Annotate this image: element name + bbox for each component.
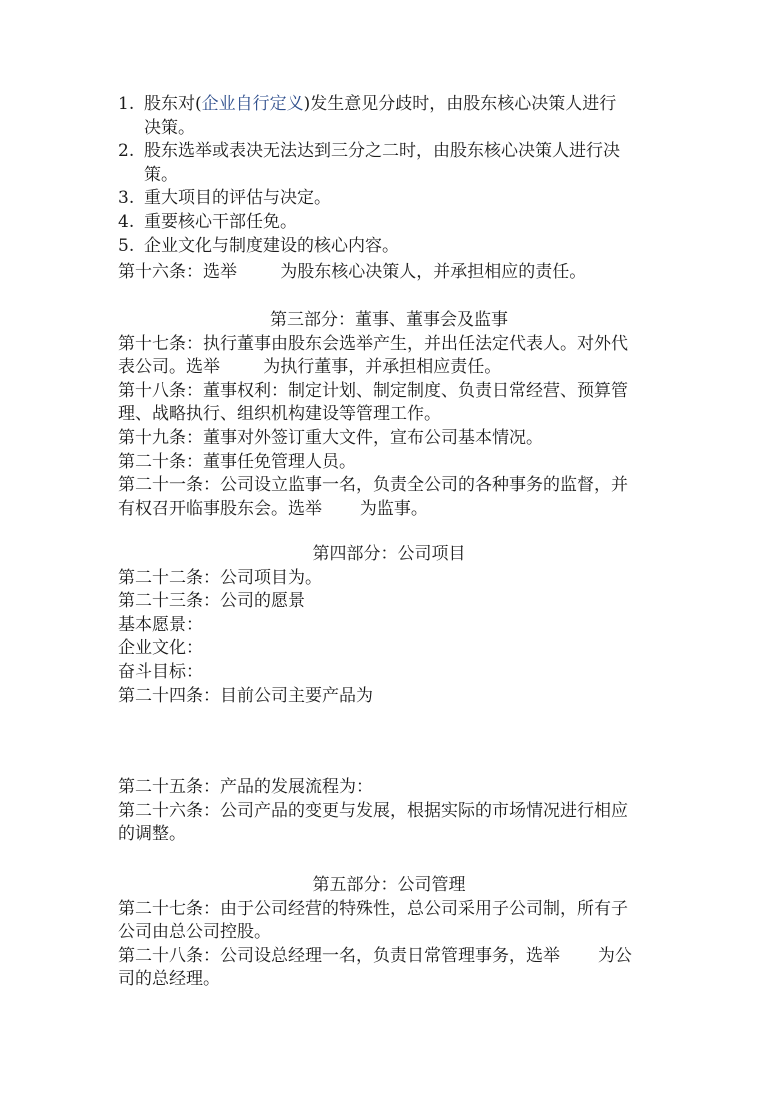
- list-item-line: 策。: [144, 164, 178, 185]
- paragraph-line: 第十七条：执行董事由股东会选举产生，并出任法定代表人。对外代: [118, 333, 628, 354]
- list-item: [118, 140, 660, 187]
- paragraph-line: 表公司。选举 为执行董事，并承担相应责任。: [118, 357, 502, 378]
- list-item-line: 股东对(企业自行定义)发生意见分歧时，由股东核心决策人进行: [144, 94, 617, 114]
- section-heading: 第五部分：公司管理: [312, 875, 466, 895]
- paragraph-line: 第十九条：董事对外签订重大文件，宣布公司基本情况。: [118, 427, 543, 448]
- section-heading: 第三部分：董事、董事会及监事: [270, 310, 508, 330]
- paragraph-line: 第二十六条：公司产品的变更与发展，根据实际的市场情况进行相应: [118, 800, 628, 821]
- paragraph-line: 司的总经理。: [118, 969, 220, 990]
- paragraph-line: 第二十条：董事任免管理人员。: [118, 451, 356, 472]
- paragraph-line: 第十六条：选举 为股东核心决策人，并承担相应的责任。: [118, 262, 587, 282]
- placeholder-text: 企业自行定义: [201, 94, 304, 114]
- section-part-4: [118, 543, 660, 708]
- list-item: [118, 187, 660, 211]
- list-item: [118, 235, 660, 259]
- paragraph-line: 第十八条：董事权利：制定计划、制定制度、负责日常经营、预算管: [118, 380, 628, 401]
- list-item-line: 重要核心干部任免。: [144, 211, 297, 232]
- list-number: 2.: [118, 141, 135, 162]
- list-item-line: 重大项目的评估与决定。: [144, 188, 331, 209]
- list-number: 5.: [118, 235, 135, 256]
- list-item: [118, 93, 660, 140]
- paragraph-line: 基本愿景：: [118, 614, 203, 635]
- paragraph-line: 第二十三条：公司的愿景: [118, 591, 305, 612]
- paragraph-line: 的调整。: [118, 824, 186, 845]
- decision-list: [118, 93, 660, 258]
- paragraph-line: 第二十七条：由于公司经营的特殊性，总公司采用子公司制，所有子: [118, 898, 628, 919]
- list-item-line: 股东选举或表决无法达到三分之二时，由股东核心决策人进行决: [144, 141, 620, 162]
- paragraph-line: 第二十八条：公司设总经理一名，负责日常管理事务，选举 为公: [118, 945, 632, 966]
- list-number: 3.: [118, 188, 135, 209]
- paragraph-line: 理、战略执行、组织机构建设等管理工作。: [118, 404, 441, 425]
- section-part-5: [118, 874, 660, 992]
- paragraph-line: 有权召开临事股东会。选举 为监事。: [118, 498, 428, 519]
- list-item-line: 企业文化与制度建设的核心内容。: [144, 235, 399, 256]
- section-part-3: [118, 309, 660, 521]
- paragraph-line: 企业文化：: [118, 638, 203, 659]
- list-number: 1.: [118, 94, 135, 114]
- list-number: 4.: [118, 211, 135, 232]
- paragraph-line: 第二十二条：公司项目为。: [118, 567, 322, 588]
- section-heading: 第四部分：公司项目: [312, 544, 466, 564]
- paragraph-line: 公司由总公司控股。: [118, 922, 271, 943]
- articles-25-26: [118, 776, 660, 847]
- article-16: [118, 261, 660, 285]
- paragraph-line: 奋斗目标：: [118, 661, 203, 682]
- paragraph-line: 第二十四条：目前公司主要产品为: [118, 685, 373, 706]
- list-item-line: 决策。: [144, 117, 195, 138]
- list-item: [118, 211, 660, 235]
- paragraph-line: 第二十一条：公司设立监事一名，负责全公司的各种事务的监督，并: [118, 475, 628, 496]
- paragraph-line: 第二十五条：产品的发展流程为：: [118, 777, 373, 797]
